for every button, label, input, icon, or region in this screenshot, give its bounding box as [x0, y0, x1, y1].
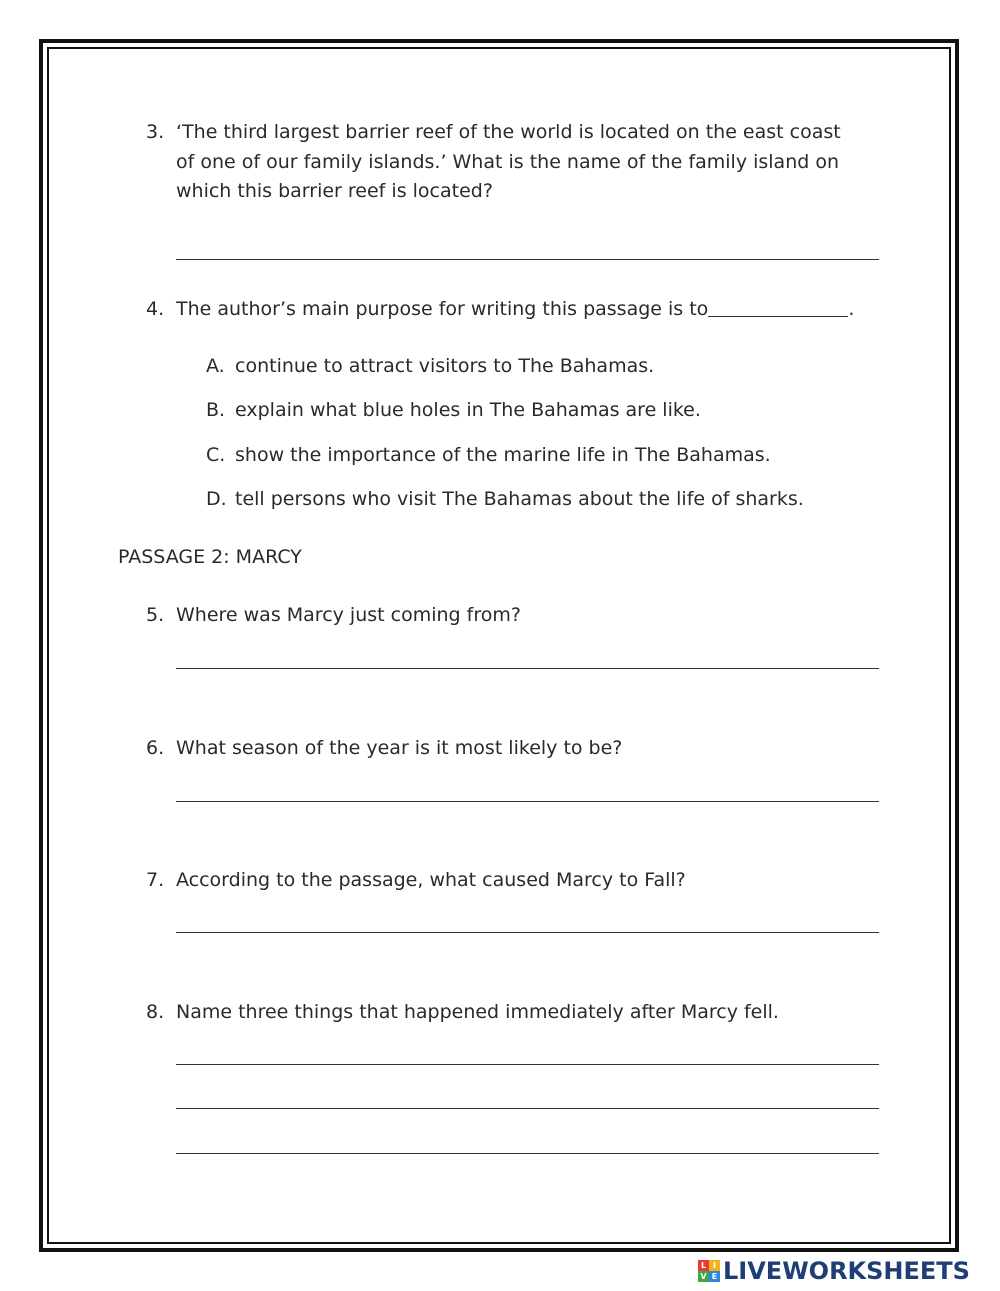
- choice-letter: D.: [206, 488, 227, 510]
- brand-name: LIVEWORKSHEETS: [723, 1257, 970, 1285]
- question-number: 7.: [146, 869, 165, 891]
- section-title: PASSAGE 2: MARCY: [118, 546, 302, 568]
- question-number: 5.: [146, 604, 165, 626]
- question-text-line: ‘The third largest barrier reef of the world is located on the east coast: [176, 121, 841, 143]
- question-number: 6.: [146, 737, 165, 759]
- answer-line-q8-1[interactable]: [176, 1064, 879, 1065]
- question-text-line: of one of our family islands.’ What is the name of the family island on: [176, 150, 840, 173]
- choice-letter: B.: [206, 399, 226, 421]
- answer-line-q8-3[interactable]: [176, 1153, 879, 1154]
- answer-line-q8-2[interactable]: [176, 1108, 879, 1109]
- logo-tile: V: [698, 1271, 709, 1282]
- choice-text: tell persons who visit The Bahamas about the life of sharks.: [235, 488, 804, 510]
- choice-letter: A.: [206, 355, 225, 377]
- question-text: According to the passage, what caused Marcy to Fall?: [176, 869, 686, 891]
- choice-text: continue to attract visitors to The Bahamas.: [235, 355, 655, 377]
- question-text: Where was Marcy just coming from?: [176, 604, 521, 626]
- answer-line-q3[interactable]: [176, 259, 879, 260]
- answer-line-q5[interactable]: [176, 668, 879, 669]
- question-text: What season of the year is it most likely to be?: [176, 737, 623, 759]
- logo-tile: I: [709, 1260, 720, 1271]
- question-text: Name three things that happened immediately after Marcy fell.: [176, 1001, 779, 1023]
- question-number: 3.: [146, 121, 165, 143]
- question-number: 4.: [146, 298, 165, 320]
- choice-text: explain what blue holes in The Bahamas are like.: [235, 399, 701, 421]
- choice-text: show the importance of the marine life in The Bahamas.: [235, 444, 771, 466]
- question-end-punct: .: [848, 298, 855, 320]
- liveworksheets-brand: [698, 1256, 970, 1286]
- answer-line-q7[interactable]: [176, 932, 879, 933]
- question-text: The author’s main purpose for writing this passage is to: [176, 298, 709, 320]
- liveworksheets-logo-icon: [698, 1260, 720, 1282]
- choice-letter: C.: [206, 444, 226, 466]
- logo-tile: L: [698, 1260, 709, 1271]
- logo-tile: E: [709, 1271, 720, 1282]
- inline-answer-blank[interactable]: [708, 316, 848, 317]
- answer-line-q6[interactable]: [176, 801, 879, 802]
- question-text-line: which this barrier reef is located?: [176, 180, 493, 202]
- question-number: 8.: [146, 1001, 165, 1023]
